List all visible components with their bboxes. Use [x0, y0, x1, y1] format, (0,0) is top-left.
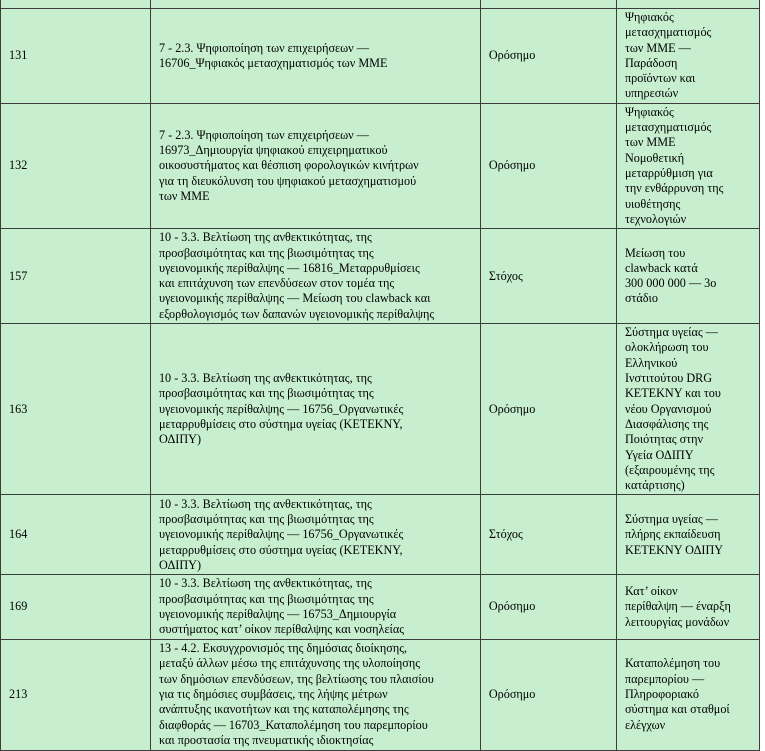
- table-body: [1, 0, 760, 750]
- result-line: περίθαλψη — έναρξη: [624, 599, 731, 614]
- result-line: των ΜΜΕ —: [624, 40, 691, 55]
- description-line: ΟΔΙΠΥ): [158, 432, 202, 447]
- description-line: μεταρρυθμίσεις στο σύστημα υγείας (ΚΕΤΕΚΝΥ,: [158, 416, 403, 431]
- table-row: [1, 229, 760, 324]
- description-line: υγειονομικής περίθαλψης — 16816_Μεταρρυθμίσεις: [158, 260, 420, 275]
- result-line: παρεμπορίου —: [624, 671, 705, 686]
- result-line: (εξαιρουμένης της: [624, 462, 715, 477]
- result-line: Πληροφοριακό: [624, 686, 699, 701]
- description-line: εξορθολογισμός των δαπανών υγειονομικής περίθαλψης: [158, 306, 435, 321]
- result-line: clawback κατά: [624, 260, 698, 275]
- table-row: [1, 575, 760, 639]
- measure-description: [150, 324, 480, 495]
- result-line: λειτουργίας μονάδων: [624, 614, 730, 629]
- table-row: [1, 9, 760, 104]
- result-line: Κατ’ οίκον: [624, 584, 678, 599]
- result-line: Ελληνικού: [624, 355, 678, 370]
- result-line: νέου Οργανισμού: [624, 401, 712, 416]
- milestone-type: Ορόσημο: [480, 9, 616, 104]
- result-line: των ΜΜΕ: [624, 135, 676, 150]
- result-line: Σύστημα υγείας —: [624, 325, 718, 340]
- milestone-type: Ορόσημο: [480, 324, 616, 495]
- description-line: και επιτάχυνση των επενδύσεων στον τομέα της: [158, 276, 395, 291]
- result-line: ολοκλήρωση του: [624, 340, 709, 355]
- milestone-result: [616, 639, 759, 750]
- description-line: ανάπτυξης ικανοτήτων και της καταπολέμησης της: [158, 702, 409, 717]
- description-line: 13 - 4.2. Εκσυγχρονισμός της δημόσιας διοίκησης,: [158, 641, 408, 656]
- description-line: υγειονομικής περίθαλψης — 16753_Δημιουργία: [158, 607, 397, 622]
- result-line: ΚΕΤΕΚΝΥ και του: [624, 386, 721, 401]
- result-line: προϊόντων και: [624, 71, 696, 86]
- description-line: συστήματος κατ’ οίκον περίθαλψης και νοσηλείας: [158, 622, 405, 637]
- description-line: 7 - 2.3. Ψηφιοποίηση των επιχειρήσεων —: [158, 127, 369, 142]
- result-line: στάδιο: [624, 291, 658, 306]
- description-line: 10 - 3.3. Βελτίωση της ανθεκτικότητας, της: [158, 230, 372, 245]
- row-number: 132: [1, 103, 151, 228]
- measure-description: [150, 9, 480, 104]
- description-line: των ΜΜΕ: [158, 188, 210, 203]
- milestone-type: Ορόσημο: [480, 575, 616, 639]
- milestone-result: [616, 575, 759, 639]
- result-line: σύστημα και σταθμοί: [624, 702, 730, 717]
- description-line: ΟΔΙΠΥ): [158, 557, 202, 572]
- milestone-type: Στόχος: [480, 495, 616, 575]
- result-line: την ενθάρρυνση της: [624, 181, 724, 196]
- result-line: Ψηφιακός: [624, 104, 674, 119]
- measure-description: [150, 229, 480, 324]
- row-number: 131: [1, 9, 151, 104]
- milestone-type: Ορόσημο: [480, 103, 616, 228]
- result-line: μεταρρύθμιση για: [624, 165, 713, 180]
- result-line: υιοθέτησης: [624, 196, 681, 211]
- table-row: [1, 639, 760, 750]
- description-line: 10 - 3.3. Βελτίωση της ανθεκτικότητας, της: [158, 496, 372, 511]
- description-line: 7 - 2.3. Ψηφιοποίηση των επιχειρήσεων —: [158, 40, 369, 55]
- milestone-result: [616, 324, 759, 495]
- measure-description: [150, 575, 480, 639]
- milestone-result: [616, 495, 759, 575]
- description-line: υγειονομικής περίθαλψης — Μείωση του clawback και: [158, 291, 431, 306]
- description-line: προσβασιμότητας και της βιωσιμότητας της: [158, 591, 374, 606]
- milestone-result: [616, 229, 759, 324]
- result-line: 300 000 000 — 3ο: [624, 276, 717, 291]
- result-line: Διασφάλισης της: [624, 416, 709, 431]
- result-line: Ποιότητας στην: [624, 432, 703, 447]
- milestone-type: Ορόσημο: [480, 639, 616, 750]
- result-line: Σύστημα υγείας —: [624, 511, 718, 526]
- result-line: Μείωση του: [624, 245, 686, 260]
- description-line: 16706_Ψηφιακός μετασχηματισμός των ΜΜΕ: [158, 55, 388, 70]
- description-line: υγειονομικής περίθαλψης — 16756_Οργανωτικές: [158, 401, 404, 416]
- measure-description: [150, 495, 480, 575]
- result-line: πλήρης εκπαίδευση: [624, 527, 721, 542]
- result-line: μετασχηματισμός: [624, 25, 712, 40]
- table-row: [1, 495, 760, 575]
- description-line: για τη διευκόλυνση του ψηφιακού μετασχηματισμού: [158, 173, 417, 188]
- milestone-result: [616, 103, 759, 228]
- result-line: Υγεία ΟΔΙΠΥ: [624, 447, 694, 462]
- measure-description: [150, 0, 480, 9]
- description-line: μεταρρυθμίσεις στο σύστημα υγείας (ΚΕΤΕΚΝΥ,: [158, 542, 403, 557]
- description-line: προσβασιμότητας και της βιωσιμότητας της: [158, 245, 374, 260]
- description-line: προσβασιμότητας και της βιωσιμότητας της: [158, 386, 374, 401]
- result-line: Ψηφιακός: [624, 10, 674, 24]
- milestone-result: [616, 9, 759, 104]
- result-line: υπηρεσιών: [624, 86, 679, 101]
- result-line: Καταπολέμηση του: [624, 656, 721, 671]
- row-number: 163: [1, 324, 151, 495]
- description-line: οικοσυστήματος και θέσπιση φορολογικών κινήτρων: [158, 158, 419, 173]
- milestone-type: [480, 0, 616, 9]
- measure-description: [150, 639, 480, 750]
- measure-description: [150, 103, 480, 228]
- result-line: τεχνολογιών: [624, 211, 687, 226]
- table-row: [1, 103, 760, 228]
- result-line: ΚΕΤΕΚΝΥ ΟΔΙΠΥ: [624, 542, 724, 557]
- row-number: 169: [1, 575, 151, 639]
- description-line: και προστασία της πνευματικής ιδιοκτησίας: [158, 732, 374, 747]
- row-number: [1, 0, 151, 9]
- result-line: Παράδοση: [624, 55, 678, 70]
- result-line: κατάρτισης): [624, 478, 685, 493]
- result-line: Νομοθετική: [624, 150, 685, 165]
- row-number: 164: [1, 495, 151, 575]
- milestone-result: [616, 0, 759, 9]
- table-row: [1, 0, 760, 9]
- description-line: προσβασιμότητας και της βιωσιμότητας της: [158, 511, 374, 526]
- milestone-type: Στόχος: [480, 229, 616, 324]
- description-line: 16973_Δημιουργία ψηφιακού επιχειρηματικού: [158, 143, 388, 158]
- description-line: 10 - 3.3. Βελτίωση της ανθεκτικότητας, της: [158, 371, 372, 386]
- result-line: μετασχηματισμός: [624, 120, 712, 135]
- description-line: μεταξύ άλλων μέσω της επιτάχυνσης της υλοποίησης: [158, 656, 421, 671]
- description-line: για τις δημόσιες συμβάσεις, της λήψης μέτρων: [158, 686, 388, 701]
- result-line: Ινστιτούτου DRG: [624, 371, 713, 386]
- result-line: ελέγχων: [624, 717, 666, 732]
- description-line: υγειονομικής περίθαλψης — 16756_Οργανωτικές: [158, 527, 404, 542]
- description-line: 10 - 3.3. Βελτίωση της ανθεκτικότητας, της: [158, 576, 372, 591]
- description-line: διαφθοράς — 16703_Καταπολέμηση του παρεμπορίου: [158, 717, 428, 732]
- row-number: 213: [1, 639, 151, 750]
- table-row: [1, 324, 760, 495]
- row-number: 157: [1, 229, 151, 324]
- description-line: των δημόσιων επενδύσεων, της βελτίωσης του πλαισίου: [158, 671, 434, 686]
